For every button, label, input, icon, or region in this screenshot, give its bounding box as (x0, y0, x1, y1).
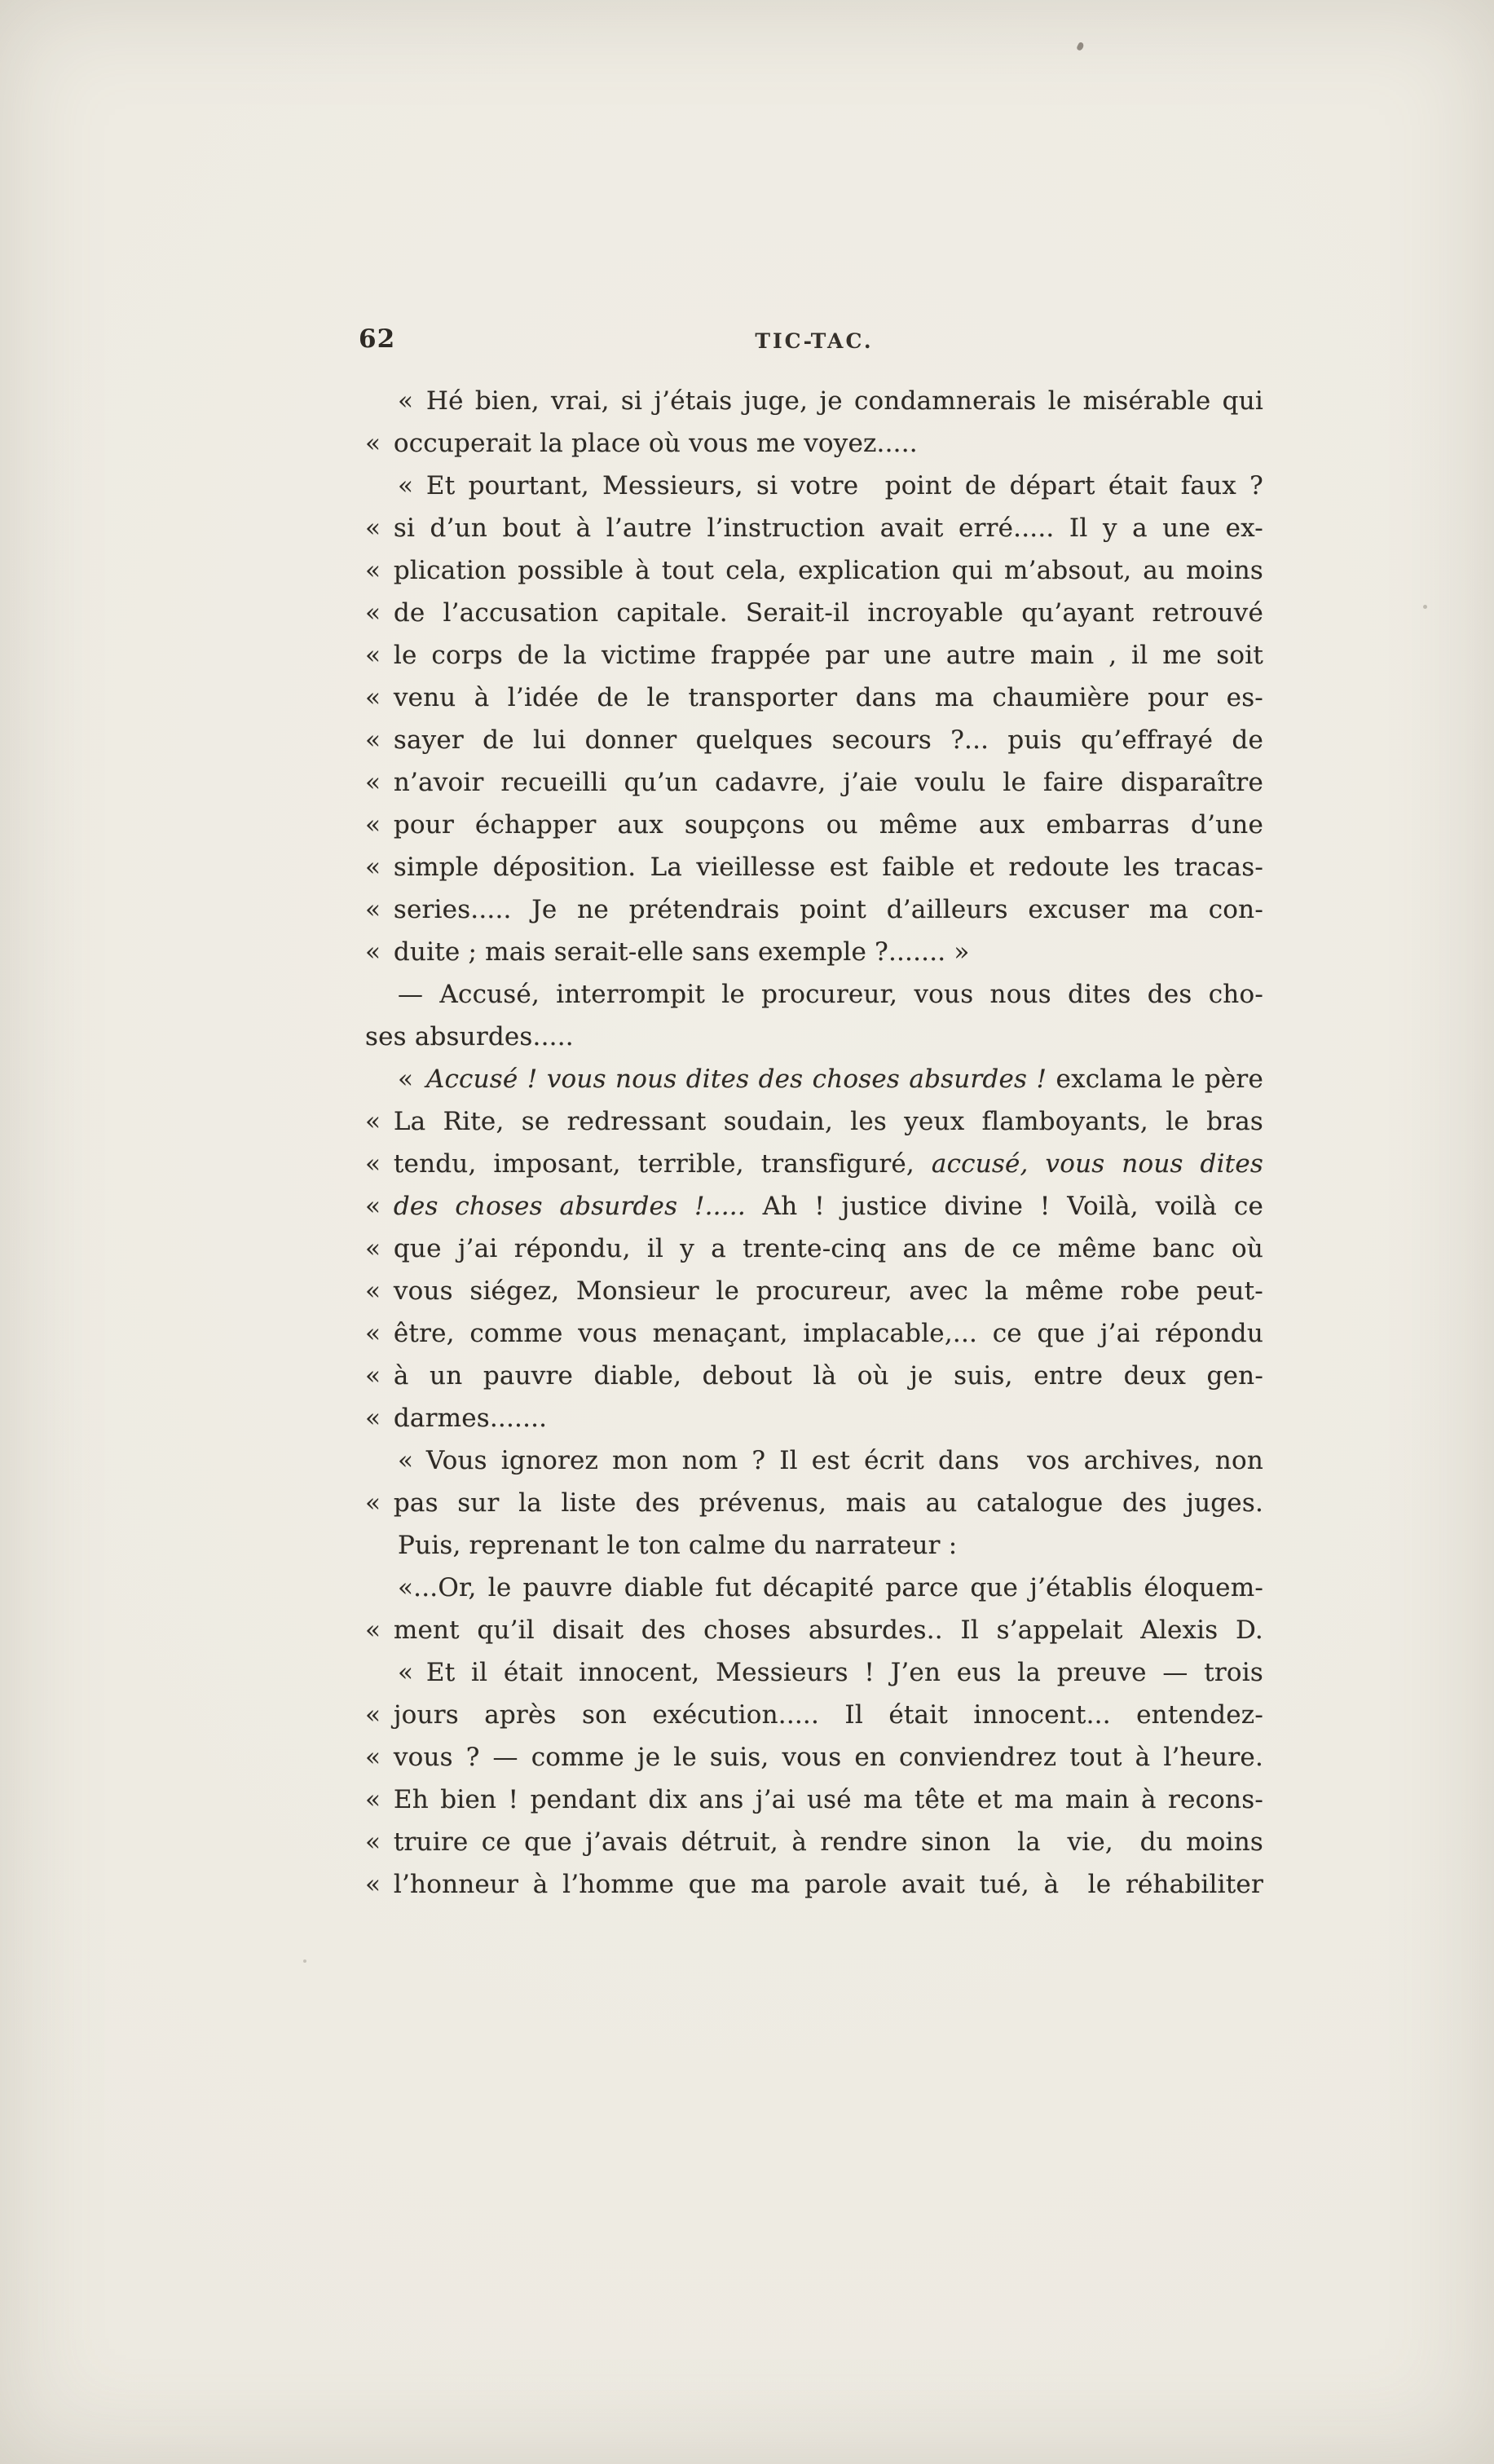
text-segment: « vous ? — comme je le suis, vous en conviendrez tout à l’heure. (365, 1743, 1263, 1772)
text-segment: « de l’accusation capitale. Serait-il incroyable qu’ayant retrouvé (365, 598, 1263, 628)
text-line (365, 1397, 1263, 1439)
text-segment: Puis, reprenant le ton calme du narrateur : (398, 1531, 958, 1560)
text-line (365, 1143, 1263, 1185)
text-line (365, 761, 1263, 804)
text-segment: Ah ! justice divine ! Voilà, voilà ce (745, 1192, 1263, 1221)
text-line (365, 1270, 1263, 1312)
text-line (365, 973, 1263, 1016)
text-segment: « jours après son exécution..... Il était innocent... entendez- (365, 1700, 1263, 1730)
text-line (365, 804, 1263, 846)
scan-speck (1423, 605, 1427, 609)
page-content (359, 320, 1263, 1906)
text-segment: « ment qu’il disait des choses absurdes.. Il s’appelait Alexis D. (365, 1615, 1263, 1645)
scan-speck (1076, 42, 1085, 51)
page-header (359, 320, 1263, 367)
text-line (365, 1779, 1263, 1821)
text-segment: « duite ; mais serait-elle sans exemple ?....... » (365, 937, 970, 967)
text-segment: « truire ce que j’avais détruit, à rendre sinon la vie, du moins (365, 1827, 1263, 1857)
page-number: 62 (359, 324, 396, 354)
text-segment: « plication possible à tout cela, explication qui m’absout, au moins (365, 556, 1263, 585)
text-line (365, 1058, 1263, 1100)
text-segment: « Et pourtant, Messieurs, si votre point de départ était faux ? (398, 471, 1263, 500)
text-line (365, 1609, 1263, 1651)
text-segment: ses absurdes..... (365, 1022, 574, 1051)
text-line (365, 931, 1263, 973)
text-line (365, 549, 1263, 592)
text-line (365, 380, 1263, 422)
text-segment: « que j’ai répondu, il y a trente-cinq ans de ce même banc où (365, 1234, 1263, 1263)
text-segment: « occuperait la place où vous me voyez..... (365, 429, 918, 458)
text-line (365, 1651, 1263, 1694)
text-segment-italic: accusé, vous nous dites (931, 1149, 1263, 1179)
text-block (365, 380, 1263, 1906)
text-segment: « Eh bien ! pendant dix ans j’ai usé ma tête et ma main à recons- (365, 1785, 1263, 1814)
text-line (365, 1100, 1263, 1143)
text-line (365, 1355, 1263, 1397)
text-segment: « à un pauvre diable, debout là où je suis, entre deux gen- (365, 1361, 1263, 1391)
text-line (365, 1821, 1263, 1863)
text-segment: « n’avoir recueilli qu’un cadavre, j’aie voulu le faire disparaître (365, 768, 1263, 797)
text-segment: « (398, 1065, 426, 1094)
text-segment-italic: Accusé ! vous nous dites des choses absurdes ! (425, 1065, 1047, 1094)
text-line (365, 1228, 1263, 1270)
text-line (365, 1312, 1263, 1355)
text-line (365, 888, 1263, 931)
text-segment: « (365, 1192, 394, 1221)
text-line (365, 1016, 1263, 1058)
text-segment: « le corps de la victime frappée par une autre main , il me soit (365, 641, 1263, 670)
text-segment: « Vous ignorez mon nom ? Il est écrit dans vos archives, non (398, 1446, 1263, 1475)
text-line (365, 677, 1263, 719)
text-line (365, 719, 1263, 761)
scan-speck (303, 1959, 306, 1963)
text-segment: — Accusé, interrompit le procureur, vous nous dites des cho- (398, 980, 1263, 1009)
text-segment: « pas sur la liste des prévenus, mais au catalogue des juges. (365, 1488, 1263, 1518)
text-line (365, 1736, 1263, 1779)
text-line (365, 422, 1263, 465)
text-segment: « être, comme vous menaçant, implacable,... ce que j’ai répondu (365, 1319, 1263, 1348)
text-segment: « l’honneur à l’homme que ma parole avait tué, à le réhabiliter (365, 1870, 1263, 1899)
text-line (365, 1694, 1263, 1736)
text-line (365, 1482, 1263, 1524)
text-segment: « Et il était innocent, Messieurs ! J’en eus la preuve — trois (398, 1658, 1263, 1687)
text-segment: « simple déposition. La vieillesse est faible et redoute les tracas- (365, 853, 1263, 882)
text-line (365, 634, 1263, 677)
text-line (365, 846, 1263, 888)
text-segment-italic: des choses absurdes !..... (393, 1192, 746, 1221)
text-segment: «...Or, le pauvre diable fut décapité parce que j’établis éloquem- (398, 1573, 1263, 1602)
text-line (365, 1863, 1263, 1906)
text-line (365, 1185, 1263, 1228)
text-segment: « Hé bien, vrai, si j’étais juge, je condamnerais le misérable qui (398, 386, 1263, 416)
text-segment: « series..... Je ne prétendrais point d’ailleurs excuser ma con- (365, 895, 1263, 924)
text-segment: « vous siégez, Monsieur le procureur, avec la même robe peut- (365, 1276, 1263, 1306)
text-segment: « pour échapper aux soupçons ou même aux embarras d’une (365, 810, 1263, 840)
running-title: TIC-TAC. (755, 329, 874, 353)
text-line (365, 465, 1263, 507)
text-segment: exclama le père (1047, 1065, 1263, 1094)
text-segment: « si d’un bout à l’autre l’instruction avait erré..... Il y a une ex- (365, 514, 1263, 543)
text-segment: « sayer de lui donner quelques secours ?... puis qu’effrayé de (365, 725, 1263, 755)
text-segment: « tendu, imposant, terrible, transfiguré, (365, 1149, 932, 1179)
text-line (365, 592, 1263, 634)
text-segment: « La Rite, se redressant soudain, les yeux flamboyants, le bras (365, 1107, 1263, 1136)
text-segment: « darmes....... (365, 1404, 548, 1433)
text-line (365, 507, 1263, 549)
text-line (365, 1567, 1263, 1609)
text-segment: « venu à l’idée de le transporter dans ma chaumière pour es- (365, 683, 1263, 712)
text-line (365, 1439, 1263, 1482)
text-line (365, 1524, 1263, 1567)
